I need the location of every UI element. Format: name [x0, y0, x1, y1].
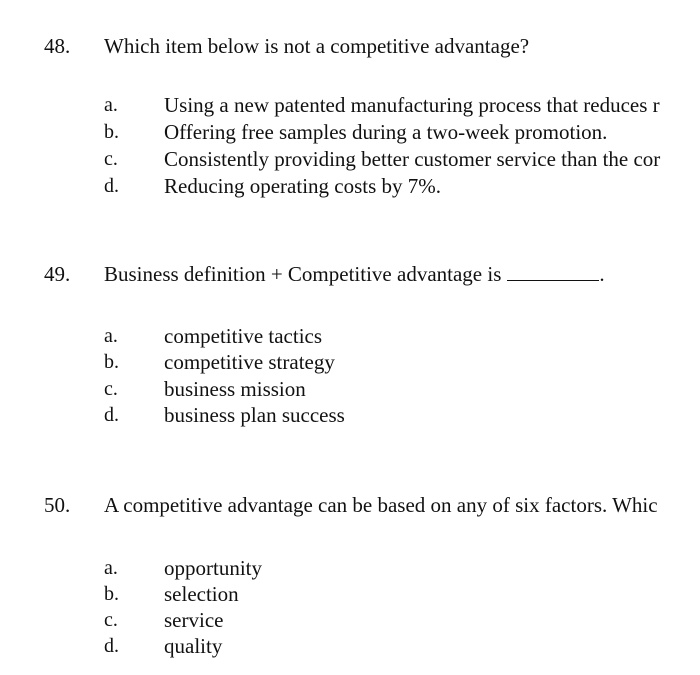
option-letter: b. [104, 351, 119, 373]
option-text: selection [164, 582, 239, 606]
option-text: service [164, 608, 224, 632]
option-text: Offering free samples during a two-week promotion. [164, 120, 608, 144]
question-text-suffix: . [599, 262, 605, 286]
option-text: opportunity [164, 556, 262, 580]
question-text-main: Business definition + Competitive advantage is [104, 262, 502, 286]
option-a [0, 555, 700, 581]
option-text: Reducing operating costs by 7%. [164, 174, 442, 198]
answer-blank [507, 262, 599, 281]
option-text: Using a new patented manufacturing process that reduces r [164, 93, 660, 117]
option-letter: d. [104, 404, 119, 426]
option-letter: a. [104, 325, 118, 347]
question-number: 48. [44, 34, 71, 58]
option-text: Consistently providing better customer service than the cor [164, 147, 661, 171]
option-a [0, 323, 700, 349]
option-text: competitive strategy [164, 350, 335, 374]
question-number: 49. [44, 262, 71, 286]
option-letter: b. [104, 583, 119, 605]
option-text: business mission [164, 377, 306, 401]
option-d [0, 402, 700, 428]
option-c [0, 376, 700, 402]
question-text [104, 261, 605, 287]
question-number: 50. [44, 493, 71, 517]
option-letter: c. [104, 378, 118, 400]
option-letter: c. [104, 609, 118, 631]
option-letter: b. [104, 121, 119, 143]
option-c [0, 146, 700, 172]
option-letter: d. [104, 175, 119, 197]
option-b [0, 349, 700, 375]
option-b [0, 581, 700, 607]
option-letter: a. [104, 557, 118, 579]
question-text: A competitive advantage can be based on any of six factors. Whic [104, 493, 658, 517]
option-a [0, 92, 700, 118]
option-text: business plan success [164, 403, 345, 427]
option-b [0, 119, 700, 145]
option-letter: c. [104, 148, 118, 170]
option-text: quality [164, 634, 223, 658]
option-text: competitive tactics [164, 324, 323, 348]
option-d [0, 173, 700, 199]
option-d [0, 633, 700, 659]
option-c [0, 607, 700, 633]
option-letter: d. [104, 635, 119, 657]
option-letter: a. [104, 94, 118, 116]
question-text: Which item below is not a competitive advantage? [104, 34, 530, 58]
